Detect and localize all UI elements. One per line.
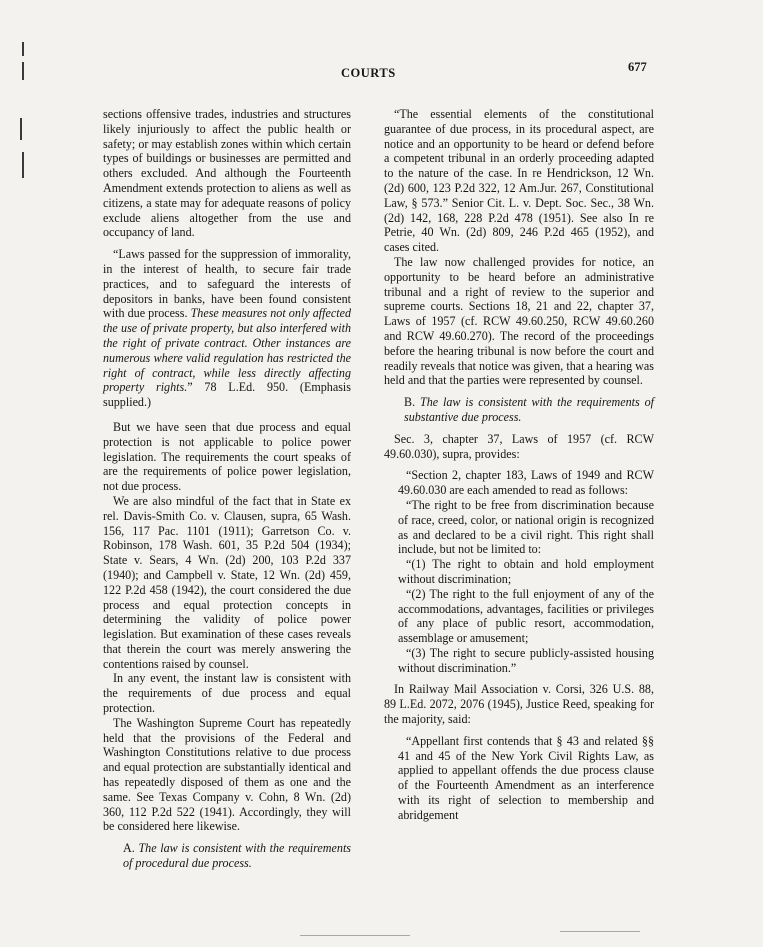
paragraph: In Railway Mail Association v. Corsi, 326 U.S. 88, 89 L.Ed. 2072, 2076 (1945), Justice Reed, speaking for the majority, said: bbox=[384, 682, 654, 727]
right-column bbox=[384, 107, 654, 823]
section-heading-a: A. The law is consistent with the requirements of procedural due process. bbox=[123, 841, 352, 871]
emphasized-text: These measures not only affected the use of private property, but also interfered with the right of private contract. Other instances are numerous where valid regulation has restricted the right of contract, while less directly affecting property rights. bbox=[103, 306, 351, 395]
statute-quote: “The right to be free from discrimination because of race, creed, color, or national origin is recognized as and declared to be a civil right. This right shall include, but not be limited to: bbox=[398, 497, 654, 557]
running-head: COURTS bbox=[341, 66, 396, 80]
paragraph: We are also mindful of the fact that in State ex rel. Davis-Smith Co. v. Clausen, supra, 65 Wash. 156, 117 Pac. 1101 (1911); Garretson Co. v. Robinson, 178 Wash. 601, 35 P.2d 504 (1934); State v. Sears, 4 Wn. (2d) 200, 103 P.2d 337 (1940); and Campbell v. State, 12 Wn. (2d) 459, 122 P.2d 458 (1942), the court considered the due process and equal protection concepts in determining the validity of police power legislation. But examination of these cases reveals that therein the court was merely answering the contentions raised by counsel. bbox=[103, 493, 351, 671]
left-column bbox=[103, 107, 351, 871]
paragraph: The Washington Supreme Court has repeatedly held that the provisions of the Federal and Washington Constitutions relative to due process and equal protection are substantially identical and has repeatedly disposed of them as one and the same. See Texas Company v. Cohn, 8 Wn. (2d) 360, 112 P.2d 522 (1941). Accordingly, they will be considered here likewise. bbox=[103, 715, 351, 834]
quoted-paragraph: “The essential elements of the constitutional guarantee of due process, in its procedural aspect, are notice and an opportunity to be heard or defend before a competent tribunal in an orderly proceeding adapted to the nature of the case. In re Hendrickson, 12 Wn. (2d) 600, 123 P.2d 322, 12 Am.Jur. 267, Constitutional Law, § 573.” Senior Cit. L. v. Dept. Soc. Sec., 38 Wn. (2d) 142, 168, 228 P.2d 478 (1951). See also In re Petrie, 40 Wn. (2d) 809, 246 P.2d 465 (1952), and cases cited. bbox=[384, 107, 654, 255]
paragraph: In any event, the instant law is consistent with the requirements of due process and equal protection. bbox=[103, 671, 351, 716]
paragraph: The law now challenged provides for notice, an opportunity to be heard before an administrative tribunal and a right of review to the superior and supreme courts. Sections 18, 21 and 22, chapter 37, Laws of 1957 (cf. RCW 49.60.250, RCW 49.60.260 and RCW 49.60.270). The record of the proceedings before the hearing tribunal is now before the court and readily reveals that notice was given, that a hearing was held and that the parties were represented by counsel. bbox=[384, 254, 654, 388]
statute-quote: “Section 2, chapter 183, Laws of 1949 and RCW 49.60.030 are each amended to read as follows: bbox=[398, 468, 654, 498]
case-quote: “Appellant first contends that § 43 and related §§ 41 and 45 of the New York Civil Rights Law, as applied to appellant offends the due process clause of the Fourteenth Amendment as an interference with its right of selection to membership and abridgement bbox=[398, 733, 654, 822]
statute-quote: “(2) The right to the full enjoyment of any of the accommodations, advantages, facilities or privileges of any place of public resort, accommodation, assemblage or amusement; bbox=[398, 586, 654, 646]
paragraph: But we have seen that due process and equal protection is not applicable to police power legislation. The requirements the court speaks of are the requirements of police power legislation, not due process. bbox=[103, 419, 351, 494]
paragraph: Sec. 3, chapter 37, Laws of 1957 (cf. RCW 49.60.030), supra, provides: bbox=[384, 431, 654, 461]
statute-quote: “(1) The right to obtain and hold employment without discrimination; bbox=[398, 557, 654, 586]
scan-artifact-line bbox=[300, 935, 410, 936]
section-heading-b: B. The law is consistent with the requirements of substantive due process. bbox=[404, 395, 654, 424]
paragraph: sections offensive trades, industries and structures likely injuriously to affect the public health or safety; or may establish zones within which certain types of buildings or businesses are permitted and others excluded. And although the Fourteenth Amendment extends protection to aliens as well as citizens, a state may for adequate reasons of policy exclude aliens altogether from the use and occupancy of land. bbox=[103, 107, 351, 240]
statute-quote: “(3) The right to secure publicly-assisted housing without discrimination.” bbox=[398, 645, 654, 675]
scan-artifact-line bbox=[560, 931, 640, 932]
quoted-paragraph: “Laws passed for the suppression of immorality, in the interest of health, to secure fair trade practices, and to safeguard the interests of depositors in banks, have been found consistent with due process. These measures not only affected the use of private property, but also interfered with the right of private contract. Other instances are numerous where valid regulation has restricted the right of contract, while less directly affecting property rights.” 78 L.Ed. 950. (Emphasis supplied.) bbox=[103, 247, 351, 410]
page-number: 677 bbox=[628, 60, 647, 74]
